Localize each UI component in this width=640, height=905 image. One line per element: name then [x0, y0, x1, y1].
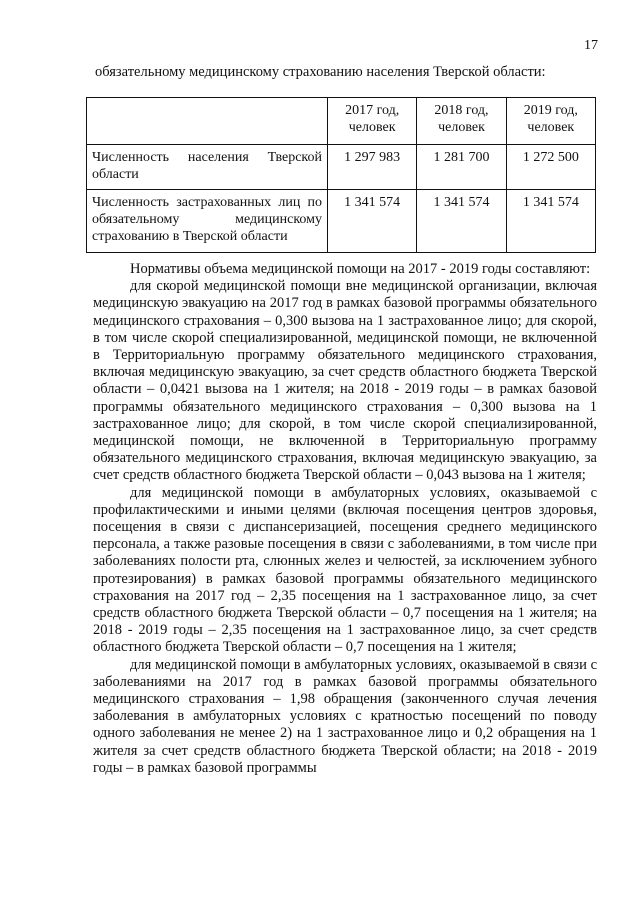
page-number: 17 [584, 38, 598, 53]
table-header-2018: 2018 год, человек [417, 98, 506, 145]
table-row-insured [87, 190, 596, 253]
row-label: Численность застрахованных лиц по обязательному медицинскому страхованию в Тверской области [87, 190, 328, 253]
cell-2019: 1 272 500 [506, 145, 595, 190]
paragraph-emergency-care: для скорой медицинской помощи вне медицинской организации, включая медицинскую эвакуацию на 2017 год в рамках базовой программы обязательного медицинского страхования – 0,300 вызова на 1 застрахованное лицо; для скорой, в том числе скорой специализированной, медицинской помощи, не включенной в Территориальную программу обязательного медицинского страхования, включая медицинскую эвакуацию, за счет средств областного бюджета Тверской области – 0,0421 вызова на 1 жителя; на 2018 - 2019 годы – в рамках базовой программы обязательного медицинского страхования – 0,300 вызова на 1 застрахованное лицо; для скорой, в том числе скорой специализированной, медицинской помощи, не включенной в Территориальную программу обязательного медицинского страхования, включая медицинскую эвакуацию, за счет средств областного бюджета Тверской области – 0,043 вызова на 1 жителя; [93, 278, 597, 484]
row-label: Численность населения Тверской области [87, 145, 328, 190]
table-header-2017: 2017 год, человек [328, 98, 417, 145]
table-row-population [87, 145, 596, 190]
table-header-row [87, 98, 596, 145]
cell-2019: 1 341 574 [506, 190, 595, 253]
body-text [93, 261, 597, 777]
cell-2017: 1 297 983 [328, 145, 417, 190]
cell-2018: 1 281 700 [417, 145, 506, 190]
table-header-2019: 2019 год, человек [506, 98, 595, 145]
cell-2017: 1 341 574 [328, 190, 417, 253]
table-header-empty [87, 98, 328, 145]
cell-2018: 1 341 574 [417, 190, 506, 253]
paragraph-outpatient-disease: для медицинской помощи в амбулаторных условиях, оказываемой в связи с заболеваниями на 2017 год в рамках базовой программы обязательного медицинского страхования – 1,98 обращения (законченного случая лечения заболевания в амбулаторных условиях с кратностью посещений по поводу одного заболевания не менее 2) на 1 застрахованное лицо и 0,2 обращения на 1 жителя за счет средств областного бюджета Тверской области; на 2018 - 2019 годы – в рамках базовой программы [93, 656, 597, 776]
intro-line: обязательному медицинскому страхованию населения Тверской области: [95, 64, 546, 80]
population-table [86, 97, 596, 253]
paragraph-norms-intro: Нормативы объема медицинской помощи на 2017 - 2019 годы составляют: [130, 261, 591, 277]
paragraph-outpatient-preventive: для медицинской помощи в амбулаторных условиях, оказываемой с профилактическими и иными целями (включая посещения центров здоровья, посещения в связи с диспансеризацией, посещения среднего медицинского персонала, а также разовые посещения в связи с заболеваниями, в том числе при заболеваниях полости рта, слюнных желез и челюстей, за исключением зубного протезирования) в рамках базовой программы обязательного медицинского страхования на 2017 год – 2,35 посещения на 1 застрахованное лицо, за счет средств областного бюджета Тверской области – 0,7 посещения на 1 жителя; на 2018 - 2019 годы – 2,35 посещения на 1 застрахованное лицо, за счет средств областного бюджета Тверской области – 0,7 посещения на 1 жителя; [93, 484, 597, 656]
